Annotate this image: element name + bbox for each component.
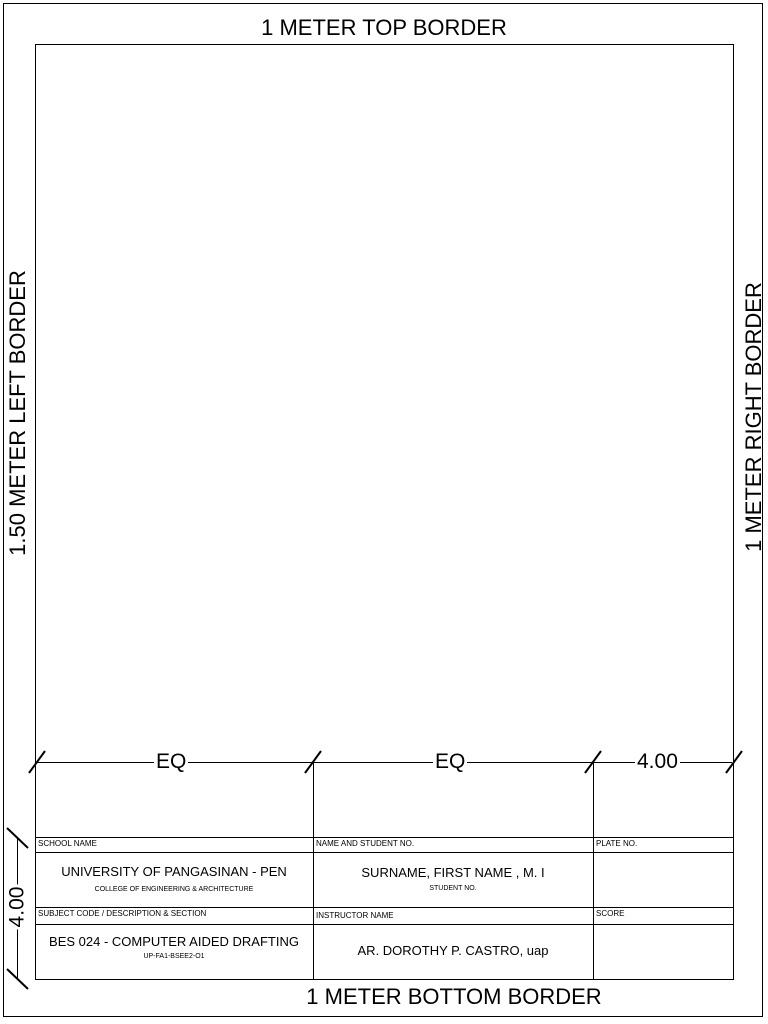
left-border-label: 1.50 METER LEFT BORDER <box>5 270 30 556</box>
instructor-value: AR. DOROTHY P. CASTRO, uap <box>357 943 549 958</box>
tick-left <box>29 751 45 773</box>
tick-vert-top <box>7 828 28 848</box>
school-name-value: UNIVERSITY OF PANGASINAN - PEN <box>61 864 287 879</box>
plate-no-header: PLATE NO. <box>596 839 638 848</box>
student-name-header: NAME AND STUDENT NO. <box>316 839 415 848</box>
subject-value: BES 024 - COMPUTER AIDED DRAFTING <box>49 934 299 949</box>
bottom-border-label: 1 METER BOTTOM BORDER <box>306 984 602 1009</box>
dimension-height-label: 4.00 <box>5 886 29 928</box>
subject-header: SUBJECT CODE / DESCRIPTION & SECTION <box>38 909 207 918</box>
student-no-value: STUDENT NO. <box>429 885 477 892</box>
tick-mid-1 <box>305 751 321 773</box>
tick-mid-2 <box>585 751 601 773</box>
dimension-col1-label: EQ <box>156 750 187 773</box>
dimension-col3-label: 4.00 <box>637 750 678 773</box>
student-name-value: SURNAME, FIRST NAME , M. I <box>361 865 545 880</box>
score-header: SCORE <box>596 909 625 918</box>
dimension-col2-label: EQ <box>435 750 466 773</box>
tick-vert-bottom <box>7 969 28 989</box>
tick-right <box>726 751 742 773</box>
college-value: COLLEGE OF ENGINEERING & ARCHITECTURE <box>94 886 254 893</box>
instructor-header: INSTRUCTOR NAME <box>316 911 394 920</box>
section-value: UP-FA1-BSEE2-O1 <box>143 953 205 960</box>
school-name-header: SCHOOL NAME <box>38 839 97 848</box>
right-border-label: 1 METER RIGHT BORDER <box>741 282 766 552</box>
top-border-label: 1 METER TOP BORDER <box>261 15 507 40</box>
